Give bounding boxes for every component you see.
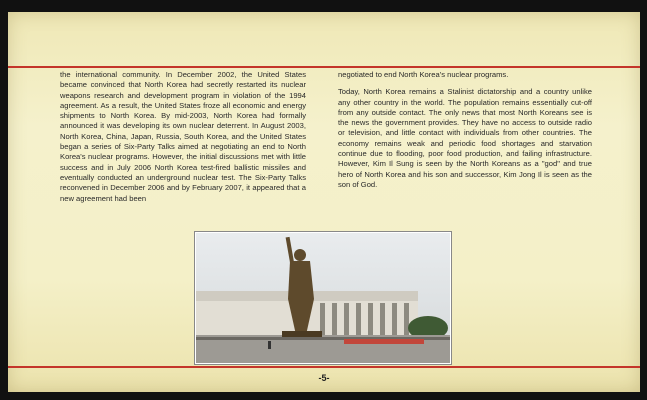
right-paragraph-1: negotiated to end North Korea's nuclear programs.: [338, 70, 509, 79]
document-page: [8, 12, 640, 392]
right-paragraph-2: Today, North Korea remains a Stalinist dictatorship and a country unlike any other country in the world. The population remains essentially cut-off from any outside contact. The only news that most North Koreans see is the news the government provides. They have no access to outside radio or television, and little contact with individuals from other countries. The economy remains weak and periodic food shortages and starvation continue due to flooding, poor food production, and failing infrastructure. However, Kim Il Sung is seen by the North Koreans as a "god" and true hero of North Korea and his son and successor, Kim Jong Il is seen as the son of God.: [338, 87, 592, 189]
statue-photo: [195, 232, 451, 364]
bottom-rule: [8, 366, 640, 368]
statue-photo-illustration: [196, 233, 450, 363]
top-rule: [8, 66, 640, 68]
left-column: [60, 70, 306, 211]
flower-bed: [344, 339, 424, 344]
left-paragraph-1: the international community. In December 2002, the United States became convinced that North Korea had secretly restarted its nuclear weapons research and development program in violation of the 1994 agreement. As a result, the United States froze all economic and energy shipments to North Korea. By mid-2003, North Korea had formally announced it was developing its own nuclear deterrent. In August 2003, North Korea, China, Japan, Russia, South Korea, and the United States began a series of Six-Party Talks aimed at negotiating an end to North Korea's nuclear programs. However, the initial discussions met with little success and in July 2006 North Korea test-fired ballistic missiles and eventually conducted an underground nuclear test. The Six-Party Talks reconvened in December 2006 and by February 2007, it appeared that a new agreement had been: [60, 70, 306, 203]
page-number: -5-: [318, 373, 330, 383]
visitor: [268, 341, 271, 349]
right-column: [338, 70, 592, 197]
